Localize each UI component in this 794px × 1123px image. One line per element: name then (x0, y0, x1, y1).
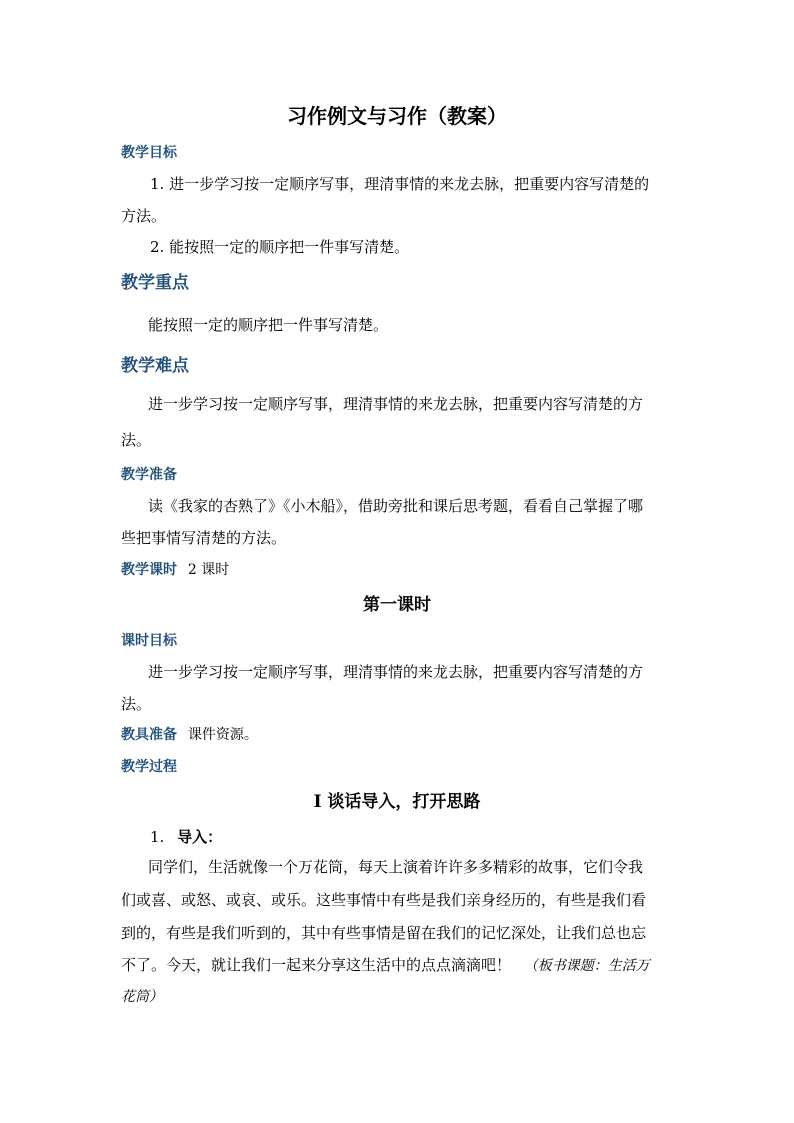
lesson-goals-line-2: 法。 (121, 695, 152, 713)
goal-2: 2. 能按照一定的顺序把一件事写清楚。 (150, 238, 410, 256)
intro-line-4: 不了。今天，就让我们一起来分享这生活中的点点滴滴吧！ (121, 956, 512, 974)
tools-row (121, 728, 258, 742)
intro-note-line-2: 花筒） (121, 989, 163, 1005)
section-1-title: Ⅰ 谈话导入，打开思路 (313, 792, 481, 812)
intro-line-2: 们或喜、或怒、或哀、或乐。这些事情中有些是我们亲身经历的，有些是我们看 (121, 891, 647, 909)
intro-label-row (150, 830, 222, 845)
difficulty-line-2: 法。 (121, 431, 152, 449)
goal-1-line-1: 1. 进一步学习按一定顺序写事，理清事情的来龙去脉，把重要内容写清楚的 (150, 175, 650, 193)
intro-line-1: 同学们，生活就像一个万花筒，每天上演着许许多多精彩的故事，它们令我 (148, 858, 644, 876)
intro-note-line-1: （板书课题：生活万 (523, 958, 650, 974)
intro-number: 1. (150, 828, 165, 846)
process-heading: 教学过程 (121, 759, 177, 775)
goal-1-line-2: 方法。 (121, 207, 167, 225)
hours-row (121, 563, 229, 577)
focus-text: 能按照一定的顺序把一件事写清楚。 (148, 316, 389, 334)
tools-heading: 教具准备 (121, 727, 177, 743)
document-title: 习作例文与习作（教案） (287, 104, 507, 128)
intro-line-4-row (121, 958, 650, 973)
intro-label: 导入： (177, 828, 223, 846)
difficulty-heading: 教学难点 (121, 356, 189, 376)
lesson-goals-heading: 课时目标 (121, 633, 177, 649)
tools-value: 课件资源。 (187, 727, 258, 743)
goals-heading: 教学目标 (121, 145, 177, 161)
hours-value: 2 课时 (187, 562, 230, 578)
intro-line-3: 到的，有些是我们听到的，其中有些事情是留在我们的记忆深处，让我们总也忘 (121, 924, 647, 942)
prep-line-1: 读《我家的杏熟了》《小木船》，借助旁批和课后思考题，看看自己掌握了哪 (148, 497, 644, 515)
hours-heading: 教学课时 (121, 562, 177, 578)
prep-line-2: 些把事情写清楚的方法。 (121, 529, 287, 547)
lesson-1-title: 第一课时 (363, 595, 431, 615)
focus-heading: 教学重点 (121, 273, 189, 293)
lesson-goals-line-1: 进一步学习按一定顺序写事，理清事情的来龙去脉，把重要内容写清楚的方 (148, 663, 644, 681)
prep-heading: 教学准备 (121, 467, 177, 483)
difficulty-line-1: 进一步学习按一定顺序写事，理清事情的来龙去脉，把重要内容写清楚的方 (148, 395, 644, 413)
